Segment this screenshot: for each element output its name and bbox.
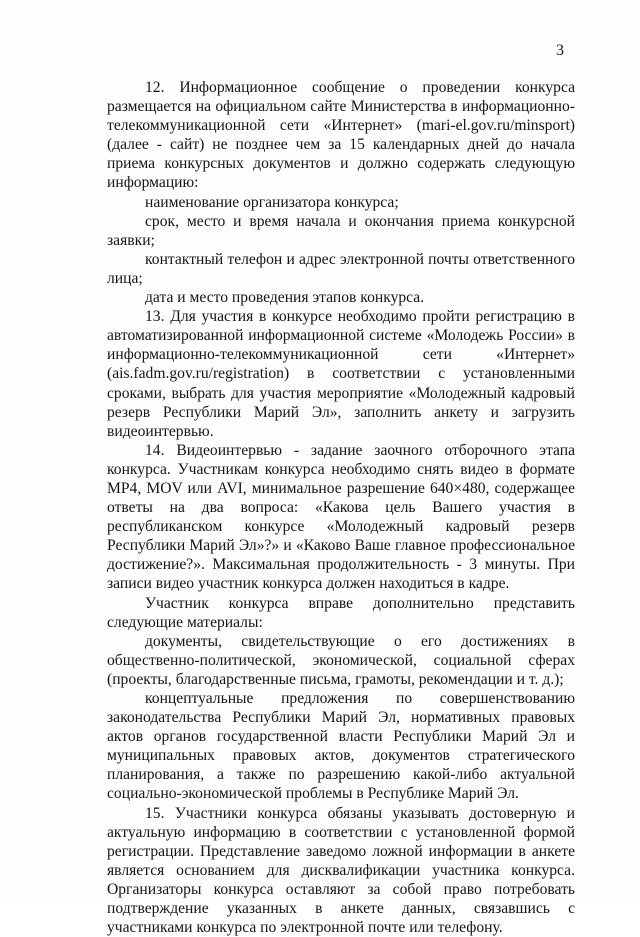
paragraph-14: 14. Видеоинтервью - задание заочного отборочного этапа конкурса. Участникам конкурса необходимо снять видео в формате MP4, MOV или AVI, минимальное разрешение 640×480, содержащее ответы на два вопроса: «Какова цель Вашего участия в республиканском конкурсе «Молодежный кадровый резерв Республики Марий Эл»?» и «Каково Ваше главное профессиональное достижение?». Максимальная продолжительность - 3 минуты. При записи видео участник конкурса должен находиться в кадре. <box>107 441 575 593</box>
paragraph-15: 15. Участники конкурса обязаны указывать достоверную и актуальную информацию в соответствии с установленной формой регистрации. Представление заведомо ложной информации в анкете является основанием для дисквалификации участника конкурса. Организаторы конкурса оставляют за собой право потребовать подтверждение указанных в анкете данных, связавшись с участниками конкурса по электронной почте или телефону. <box>107 804 575 937</box>
document-body <box>107 78 575 937</box>
paragraph-additional-materials: Участник конкурса вправе дополнительно представить следующие материалы: <box>107 594 575 631</box>
list-item-proposals: концептуальные предложения по совершенствованию законодательства Республики Марий Эл, нормативных правовых актов органов государственной власти Республики Марий Эл и муниципальных правовых актов, документов стратегического планирования, а также по разрешению какой-либо актуальной социально-экономической проблемы в Республике Марий Эл. <box>107 690 575 803</box>
list-item-documents: документы, свидетельствующие о его достижениях в общественно-политической, экономической, социальной сферах (проекты, благодарственные письма, грамоты, рекомендации и т. д.); <box>107 632 575 688</box>
list-item-organizer: наименование организатора конкурса; <box>145 193 399 211</box>
paragraph-12: 12. Информационное сообщение о проведении конкурса размещается на официальном сайте Министерства в информационно-телекоммуникационной сети «Интернет» (mari-el.gov.ru/minsport) (далее - сайт) не позднее чем за 15 календарных дней до начала приема конкурсных документов и должно содержать следующую информацию: <box>107 79 575 192</box>
list-item-contacts: контактный телефон и адрес электронной почты ответственного лица; <box>107 250 575 287</box>
page-number: 3 <box>556 42 564 59</box>
paragraph-13: 13. Для участия в конкурсе необходимо пройти регистрацию в автоматизированной информационной системе «Молодежь России» в информационно-телекоммуникационной сети «Интернет» (ais.fadm.gov.ru/registration) в соответствии с установленными сроками, выбрать для участия мероприятие «Молодежный кадровый резерв Республики Марий Эл», заполнить анкету и загрузить видеоинтервью. <box>107 308 575 440</box>
list-item-deadline: срок, место и время начала и окончания приема конкурсной заявки; <box>107 212 575 249</box>
list-item-stages: дата и место проведения этапов конкурса. <box>145 289 425 307</box>
